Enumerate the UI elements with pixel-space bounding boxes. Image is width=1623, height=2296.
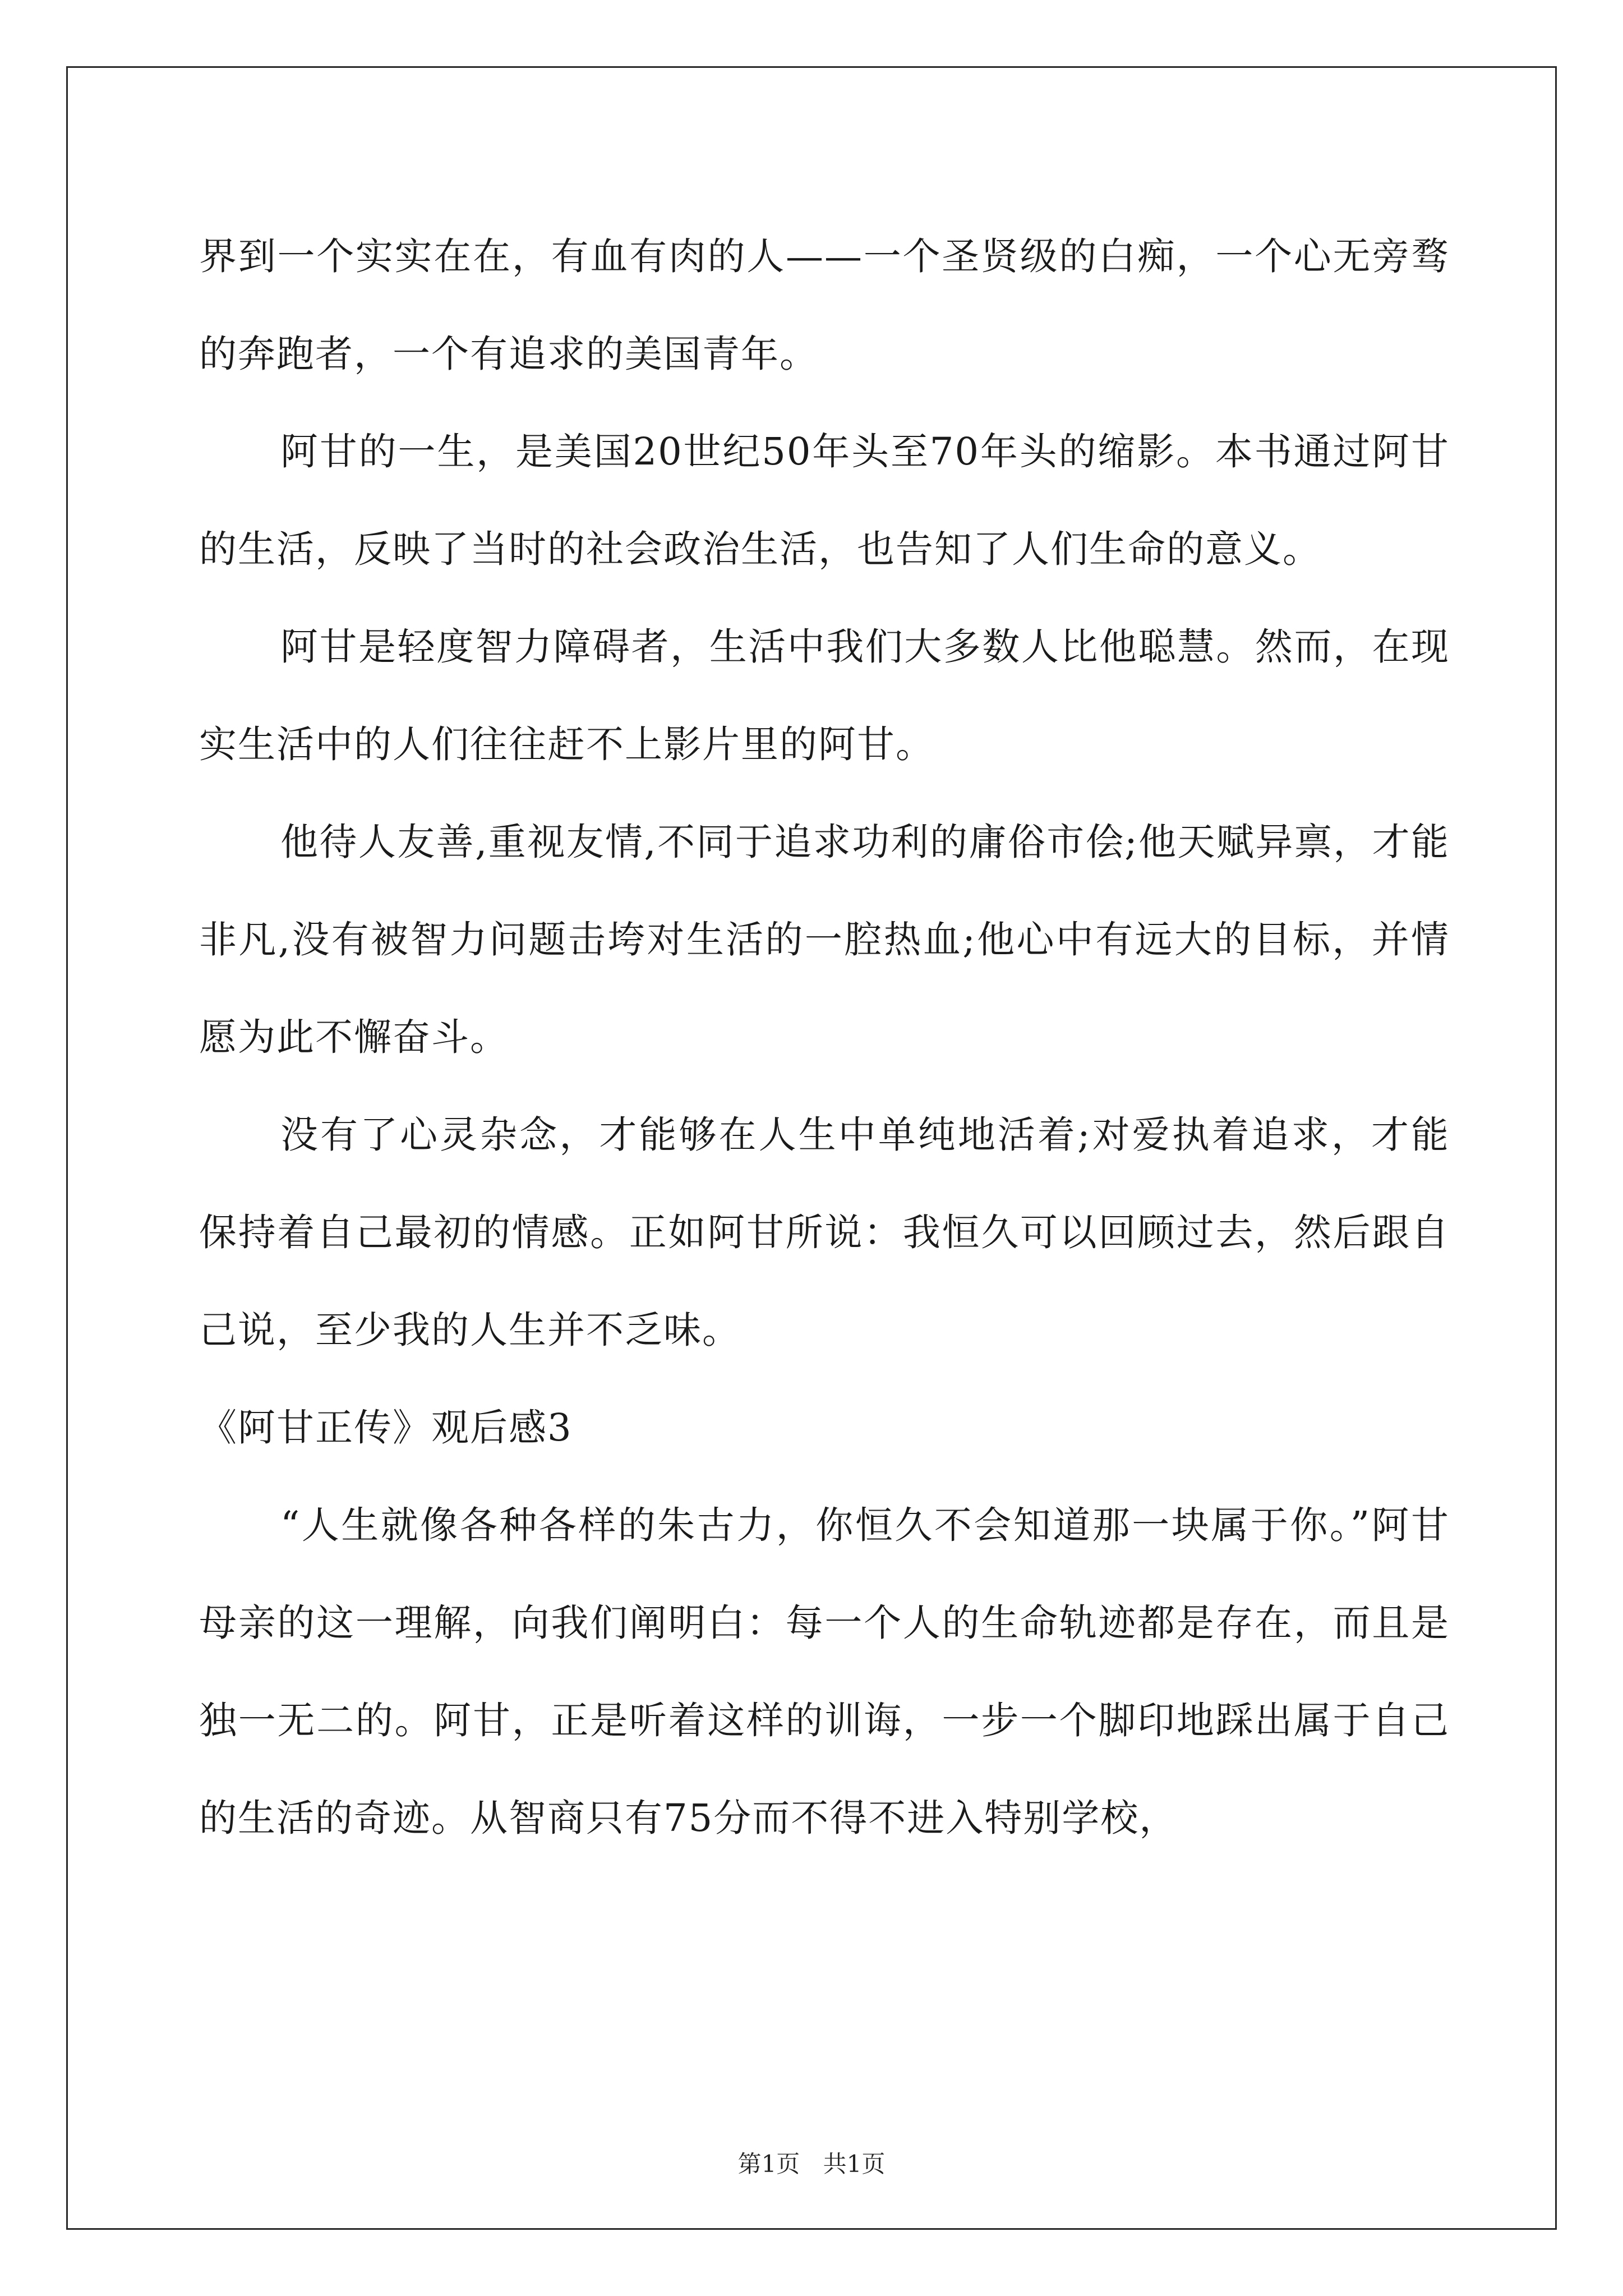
- page-footer: [0, 2146, 1623, 2179]
- document-body: [199, 208, 1450, 1867]
- paragraph: 没有了心灵杂念，才能够在人生中单纯地活着;对爱执着追求，才能保持着自己最初的情感。正如阿甘所说：我恒久可以回顾过去，然后跟自己说，至少我的人生并不乏味。: [199, 1113, 1450, 1352]
- paragraph-continued: 界到一个实实在在，有血有肉的人——一个圣贤级的白痴，一个心无旁骛的奔跑者，一个有追求的美国青年。: [199, 234, 1450, 376]
- page-number: 第1页: [737, 2150, 800, 2178]
- paragraph: “人生就像各种各样的朱古力，你恒久不会知道那一块属于你。”阿甘母亲的这一理解，向我们阐明白：每一个人的生命轨迹都是存在，而且是独一无二的。阿甘，正是听着这样的训诲，一步一个脚印地踩出属于自己的生活的奇迹。从智商只有75分而不得不进入特别学校，: [199, 1503, 1450, 1840]
- paragraph: 阿甘是轻度智力障碍者，生活中我们大多数人比他聪慧。然而，在现实生活中的人们往往赶不上影片里的阿甘。: [199, 625, 1450, 766]
- paragraph: 他待人友善,重视友情,不同于追求功利的庸俗市侩;他天赋异禀，才能非凡,没有被智力问题击垮对生活的一腔热血;他心中有远大的目标，并情愿为此不懈奋斗。: [199, 820, 1450, 1059]
- paragraph: 阿甘的一生，是美国20世纪50年头至70年头的缩影。本书通过阿甘的生活，反映了当时的社会政治生活，也告知了人们生命的意义。: [199, 430, 1450, 571]
- section-heading: 《阿甘正传》观后感3: [199, 1406, 573, 1450]
- page-total: 共1页: [823, 2150, 886, 2178]
